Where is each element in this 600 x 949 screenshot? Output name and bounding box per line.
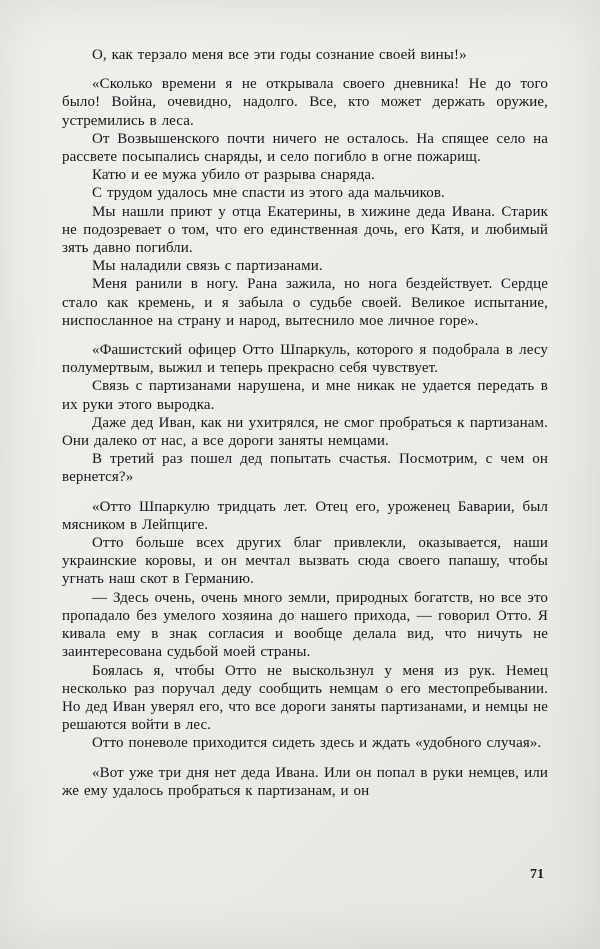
paragraph: Мы наладили связь с партизанами. bbox=[92, 258, 323, 275]
paragraph: — Здесь очень, очень много земли, природных богатств, но все это пропадало без умелого хозяина до нашего прихода, — говорил Отто. Я кивала ему в знак согласия и вообще делала вид, что ничуть не заинтересована судьбой моей страны. bbox=[62, 589, 548, 661]
page-number: 71 bbox=[530, 867, 544, 882]
paragraph: В третий раз пошел дед попытать счастья. Посмотрим, с чем он вернется?» bbox=[62, 451, 548, 486]
paragraph: «Вот уже три дня нет деда Ивана. Или он попал в руки немцев, или же ему удалось пробраться к партизанам, и он bbox=[62, 764, 548, 799]
paragraph: Отто больше всех других благ привлекли, оказывается, наши украинские коровы, и он мечтал вызвать сюда своего папашу, чтобы угнать наш скот в Германию. bbox=[62, 535, 548, 588]
paragraph: «Отто Шпаркулю тридцать лет. Отец его, уроженец Баварии, был мясником в Лейпциге. bbox=[62, 498, 548, 533]
paragraph: «Сколько времени я не открывала своего дневника! Не до того было! Война, очевидно, надолго. Все, кто может держать оружие, устремились в леса. bbox=[62, 76, 548, 129]
page-text bbox=[62, 46, 548, 800]
paragraph: Отто поневоле приходится сидеть здесь и ждать «удобного случая». bbox=[92, 735, 542, 752]
paragraph: Меня ранили в ногу. Рана зажила, но нога бездействует. Сердце стало как кремень, и я забыла о судьбе своей. Великое испытание, ниспосланное на страну и народ, вытеснило мое личное горе». bbox=[62, 276, 548, 329]
paragraph: «Фашистский офицер Отто Шпаркуль, которого я подобрала в лесу полумертвым, выжил и теперь прекрасно себя чувствует. bbox=[62, 342, 548, 377]
paragraph: Катю и ее мужа убило от разрыва снаряда. bbox=[92, 167, 376, 184]
paragraph: Боялась я, чтобы Отто не выскользнул у меня из рук. Немец несколько раз поручал деду сообщить немцам о его местопребывании. Но дед Иван уверял его, что все дороги заняты партизанами, и немцы не решаются войти в лес. bbox=[62, 662, 548, 734]
paragraph: Мы нашли приют у отца Екатерины, в хижине деда Ивана. Старик не подозревает о том, что его единственная дочь, его Катя, и любимый зять давно погибли. bbox=[62, 203, 548, 257]
paragraph: Даже дед Иван, как ни ухитрялся, не смог пробраться к партизанам. Они далеко от нас, а все дороги заняты немцами. bbox=[62, 414, 548, 450]
paragraph: От Возвышенского почти ничего не осталось. На спящее село на рассвете посыпались снаряды, и село погибло в огне пожарищ. bbox=[62, 130, 548, 166]
paragraph: О, как терзало меня все эти годы сознание своей вины!» bbox=[92, 47, 467, 63]
paragraph: Связь с партизанами нарушена, и мне никак не удается передать в их руки этого выродка. bbox=[62, 378, 548, 413]
paragraph: С трудом удалось мне спасти из этого ада мальчиков. bbox=[92, 185, 445, 202]
